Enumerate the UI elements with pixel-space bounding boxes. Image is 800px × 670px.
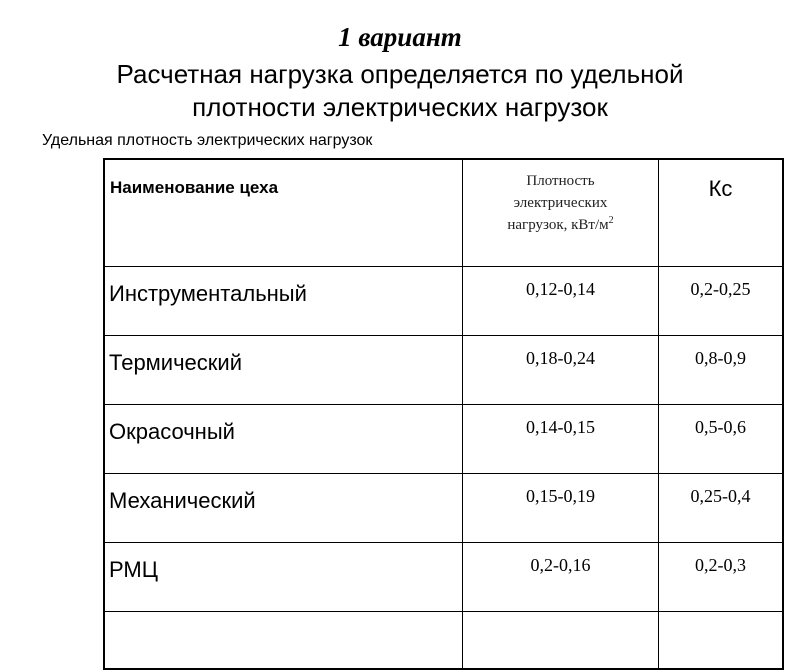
header-density-line-3 — [463, 214, 658, 236]
kc-value: 0,8-0,9 — [659, 336, 784, 405]
empty-cell — [463, 612, 659, 670]
table-row — [104, 405, 783, 474]
workshop-name: Окрасочный — [104, 405, 463, 474]
workshop-name: Инструментальный — [104, 267, 463, 336]
table-row — [104, 267, 783, 336]
header-kc: Кс — [659, 159, 784, 267]
table-row — [104, 543, 783, 612]
kc-value: 0,2-0,3 — [659, 543, 784, 612]
table-row — [104, 474, 783, 543]
load-density-table — [103, 158, 784, 670]
kc-value: 0,5-0,6 — [659, 405, 784, 474]
header-density-line-1: Плотность — [526, 173, 595, 189]
kc-value: 0,2-0,25 — [659, 267, 784, 336]
header-density — [463, 159, 659, 267]
table-header-row — [104, 159, 783, 267]
header-density-unit-power: 2 — [608, 215, 614, 226]
empty-cell — [659, 612, 784, 670]
workshop-name: Механический — [104, 474, 463, 543]
heading-line-2: плотности электрических нагрузок — [192, 92, 608, 122]
kc-value: 0,25-0,4 — [659, 474, 784, 543]
empty-cell — [104, 612, 463, 670]
density-value: 0,14-0,15 — [463, 405, 659, 474]
density-value: 0,2-0,16 — [463, 543, 659, 612]
workshop-name: Термический — [104, 336, 463, 405]
density-value: 0,15-0,19 — [463, 474, 659, 543]
density-value: 0,18-0,24 — [463, 336, 659, 405]
page-heading — [0, 58, 800, 124]
workshop-name: РМЦ — [104, 543, 463, 612]
table-caption: Удельная плотность электрических нагрузок — [42, 132, 373, 149]
header-density-line-2: электрических — [513, 195, 608, 211]
empty-table-row — [104, 612, 783, 670]
variant-title: 1 вариант — [338, 22, 462, 52]
header-workshop-name: Наименование цеха — [104, 159, 463, 267]
density-value: 0,12-0,14 — [463, 267, 659, 336]
heading-line-1: Расчетная нагрузка определяется по удельной — [116, 59, 684, 89]
header-density-unit: нагрузок, кВт/м — [507, 217, 609, 233]
table-row — [104, 336, 783, 405]
